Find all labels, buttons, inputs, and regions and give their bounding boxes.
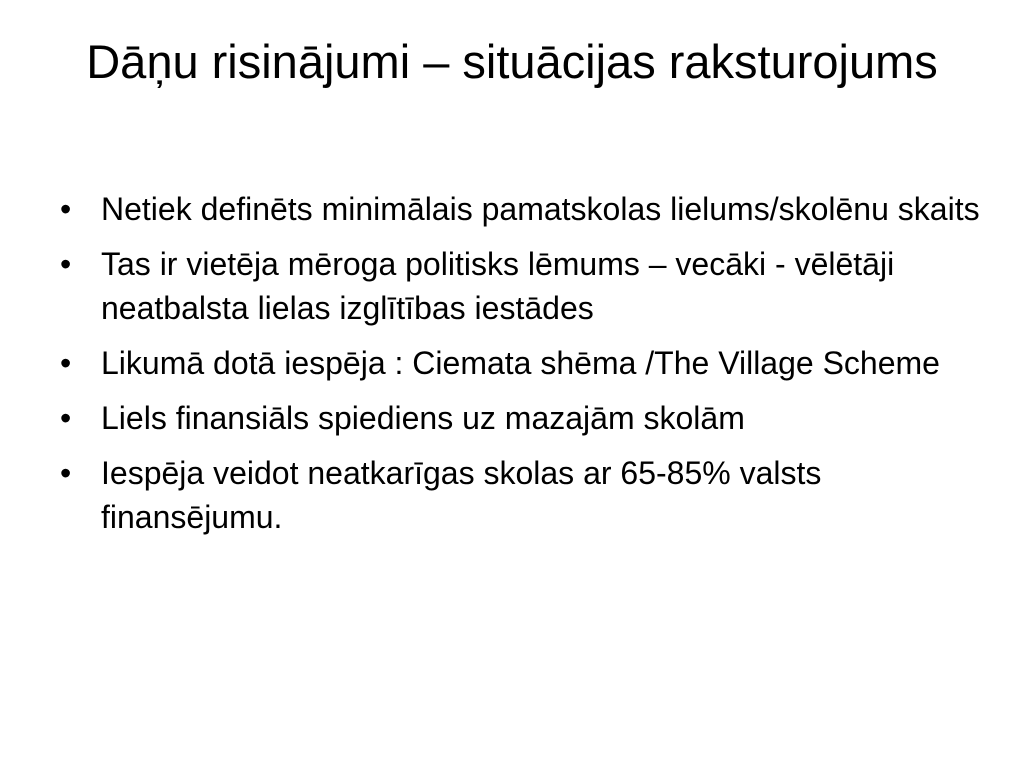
bullet-list <box>60 187 980 550</box>
list-item <box>60 451 980 539</box>
bullet-icon: • <box>60 246 72 282</box>
bullet-icon: • <box>60 400 72 436</box>
list-item <box>60 242 980 330</box>
bullet-text: Tas ir vietēja mēroga politisks lēmums – vecāki - vēlētāji neatbalsta lielas izglītības iestādes <box>101 246 895 326</box>
list-item <box>60 396 980 440</box>
list-item <box>60 187 980 231</box>
bullet-text: Likumā dotā iespēja : Ciemata shēma /The Village Scheme <box>101 345 940 381</box>
bullet-text: Netiek definēts minimālais pamatskolas lielums/skolēnu skaits <box>101 191 980 227</box>
bullet-icon: • <box>60 455 72 491</box>
bullet-text: Iespēja veidot neatkarīgas skolas ar 65-85% valsts finansējumu. <box>101 455 822 535</box>
list-item <box>60 341 980 385</box>
bullet-icon: • <box>60 345 72 381</box>
bullet-text: Liels finansiāls spiediens uz mazajām skolām <box>101 400 745 436</box>
slide-title: Dāņu risinājumi – situācijas raksturojums <box>86 35 938 88</box>
bullet-icon: • <box>60 191 72 227</box>
